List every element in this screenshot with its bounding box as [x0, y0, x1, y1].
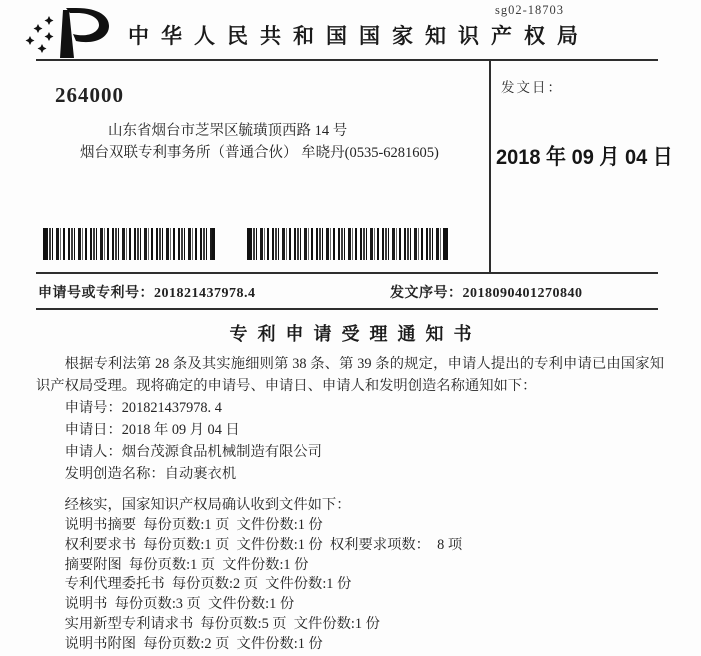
document-item: 权利要求书 每份页数:1 页 文件份数:1 份 权利要求项数： 8 项	[64, 536, 463, 553]
application-number-label: 申请号或专利号：	[38, 286, 154, 301]
serial-number-value: 2018090401270840	[462, 286, 583, 301]
authority-title: 中华人民共和国国家知识产权局	[128, 24, 590, 48]
postal-code: 264000	[55, 83, 124, 107]
issue-date-label: 发文日：	[501, 80, 563, 95]
confirmation-line: 经核实，国家知识产权局确认收到文件如下：	[64, 497, 351, 513]
document-item: 说明书摘要 每份页数:1 页 文件份数:1 份	[64, 517, 323, 533]
barcode-serial-number	[247, 228, 448, 260]
intro-paragraph: 根据专利法第 28 条及其实施细则第 38 条、第 39 条的规定，申请人提出的专利申请已由国家知识产权局受理。现将确定的申请号、申请日、申请人和发明创造名称通知如下：	[36, 356, 664, 394]
star-icon	[45, 16, 54, 25]
application-date-line: 申请日：2018 年 09 月 04 日	[64, 422, 240, 438]
issue-date-value: 2018 年 09 月 04 日	[496, 145, 673, 170]
reference-row-bottom-line	[36, 308, 658, 310]
star-icon	[38, 44, 47, 53]
document-item: 实用新型专利请求书 每份页数:5 页 文件份数:1 份	[64, 615, 380, 632]
application-number-field	[38, 282, 256, 302]
recipient-address-line1: 山东省烟台市芝罘区毓璜顶西路 14 号	[108, 123, 348, 139]
serial-number-field	[390, 282, 583, 302]
cnipa-logo-icon	[16, 4, 120, 62]
logo-wedge-shape	[60, 10, 74, 58]
header-divider-line	[36, 59, 658, 61]
notice-title: 专利申请受理通知书	[229, 324, 482, 344]
star-icon	[26, 36, 35, 45]
document-item: 说明书 每份页数:3 页 文件份数:1 份	[64, 596, 295, 613]
applicant-line: 申请人：烟台茂源食品机械制造有限公司	[64, 444, 322, 460]
document-item: 说明书附图 每份页数:2 页 文件份数:1 份	[64, 635, 323, 652]
received-documents-list	[36, 516, 664, 655]
form-code: sg02-18703	[495, 3, 565, 17]
info-box-vertical-divider	[489, 60, 491, 272]
info-box-bottom-line	[36, 272, 658, 274]
barcode-application-number	[43, 228, 215, 260]
serial-number-label: 发文序号：	[390, 286, 463, 301]
star-icon	[34, 24, 43, 33]
logo-p-shape	[66, 8, 109, 42]
invention-title-line: 发明创造名称：自动裹衣机	[64, 466, 237, 482]
star-icon	[45, 32, 54, 41]
document-item: 摘要附图 每份页数:1 页 文件份数:1 份	[64, 556, 309, 573]
recipient-address-line2: 烟台双联专利事务所（普通合伙） 牟晓丹(0535-6281605)	[80, 145, 439, 161]
application-number-line: 申请号：201821437978. 4	[64, 400, 222, 416]
application-number-value: 201821437978.4	[154, 286, 256, 301]
document-item: 专利代理委托书 每份页数:2 页 文件份数:1 份	[64, 576, 352, 593]
notice-body	[36, 353, 664, 655]
